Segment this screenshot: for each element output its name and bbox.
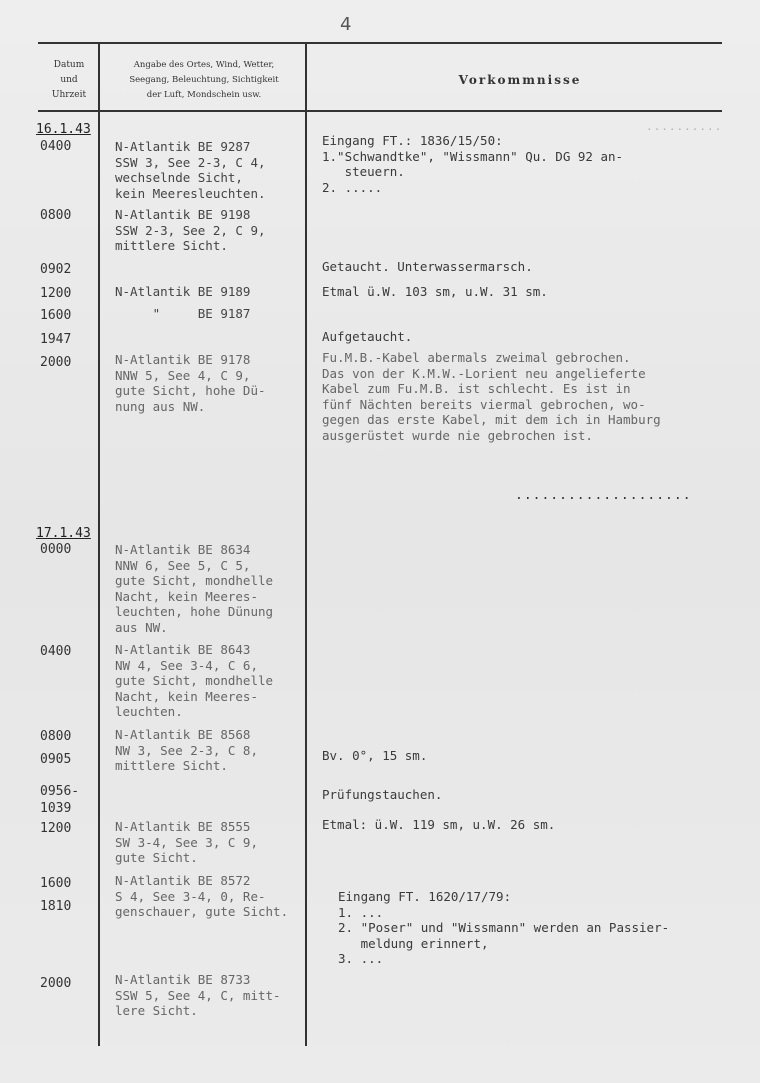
time-cell: 1947 — [40, 332, 72, 347]
position-cell: N-Atlantik BE 9198 SSW 2-3, See 2, C 9, mittlere Sicht. — [115, 207, 266, 253]
position-cell: N-Atlantik BE 8572 S 4, See 3-4, 0, Re- genschauer, gute Sicht. — [115, 873, 289, 919]
header-vorkommnisse: Vorkommnisse — [458, 73, 582, 87]
faded-stamp: .......... — [646, 120, 723, 133]
time-cell: 1200 — [40, 821, 72, 836]
position-cell: N-Atlantik BE 8555 SW 3-4, See 3, C 9, gute Sicht. — [115, 819, 258, 865]
time-cell: 0902 — [40, 262, 72, 277]
position-cell: N-Atlantik BE 8634 NNW 6, See 5, C 5, gute Sicht, mondhelle Nacht, kein Meeres- leuchten, hohe Dünung aus NW. — [115, 542, 274, 635]
position-cell: N-Atlantik BE 8568 NW 3, See 2-3, C 8, mittlere Sicht. — [115, 727, 258, 773]
position-cell: N-Atlantik BE 8643 NW 4, See 3-4, C 6, gute Sicht, mondhelle Nacht, kein Meeres- leuchten. — [115, 642, 274, 719]
position-cell: " BE 9187 — [115, 306, 251, 321]
position-cell: N-Atlantik BE 9178 NNW 5, See 4, C 9, gute Sicht, hohe Dü- nung aus NW. — [115, 352, 266, 414]
events-cell: Eingang FT.: 1836/15/50: 1."Schwandtke", "Wissmann" Qu. DG 92 an- steuern. 2. ..... — [322, 133, 624, 195]
section-separator: .................... — [515, 488, 692, 503]
column-divider-2 — [305, 44, 307, 1046]
time-cell: 1600 — [40, 876, 72, 891]
time-cell: 0800 — [40, 208, 72, 223]
time-cell: 1600 — [40, 308, 72, 323]
events-cell: Eingang FT. 1620/17/79: 1. ... 2. "Poser" und "Wissmann" werden an Passier- meldung erinnert, 3. ... — [338, 889, 670, 966]
section2-date: 17.1.43 — [36, 526, 91, 541]
time-cell: 2000 — [40, 355, 72, 370]
column-divider-1 — [98, 44, 100, 1046]
time-cell: 0956- 1039 — [40, 784, 80, 816]
time-cell: 0800 — [40, 729, 72, 744]
time-cell: 1810 — [40, 899, 72, 914]
time-cell: 2000 — [40, 976, 72, 991]
events-cell: Aufgetaucht. — [322, 329, 413, 344]
events-cell: Getaucht. Unterwassermarsch. — [322, 259, 533, 274]
time-cell: 0400 — [40, 644, 72, 659]
time-cell: 0905 — [40, 752, 72, 767]
time-cell: 0400 — [40, 139, 72, 154]
page-number: 4 — [340, 14, 352, 35]
header-bottom-rule — [38, 110, 722, 112]
events-cell: Etmal: ü.W. 119 sm, u.W. 26 sm. — [322, 817, 556, 832]
events-cell: Fu.M.B.-Kabel abermals zweimal gebrochen. Das von der K.M.W.-Lorient neu angelieferte Kabel zum Fu.M.B. ist schlecht. Es ist in fünf Nächten bereits viermal gebrochen, wo- gegen das erste Kabel, mit dem ich in Hamburg ausgerüstet wurde nie gebrochen ist. — [322, 350, 661, 443]
header-top-rule — [38, 42, 722, 44]
header-datum: Datum und Uhrzeit — [51, 60, 87, 100]
time-cell: 0000 — [40, 542, 72, 557]
events-cell: Prüfungstauchen. — [322, 787, 443, 802]
position-cell: N-Atlantik BE 8733 SSW 5, See 4, C, mitt- lere Sicht. — [115, 972, 281, 1018]
position-cell: N-Atlantik BE 9189 — [115, 284, 251, 299]
header-angabe: Angabe des Ortes, Wind, Wetter, Seegang, Beleuchtung, Sichtigkeit der Luft, Mondschein usw. — [129, 60, 279, 100]
time-cell: 1200 — [40, 286, 72, 301]
section1-date: 16.1.43 — [36, 122, 91, 137]
position-cell: N-Atlantik BE 9287 SSW 3, See 2-3, C 4, wechselnde Sicht, kein Meeresleuchten. — [115, 139, 266, 201]
events-cell: Bv. 0°, 15 sm. — [322, 748, 428, 763]
events-cell: Etmal ü.W. 103 sm, u.W. 31 sm. — [322, 284, 548, 299]
